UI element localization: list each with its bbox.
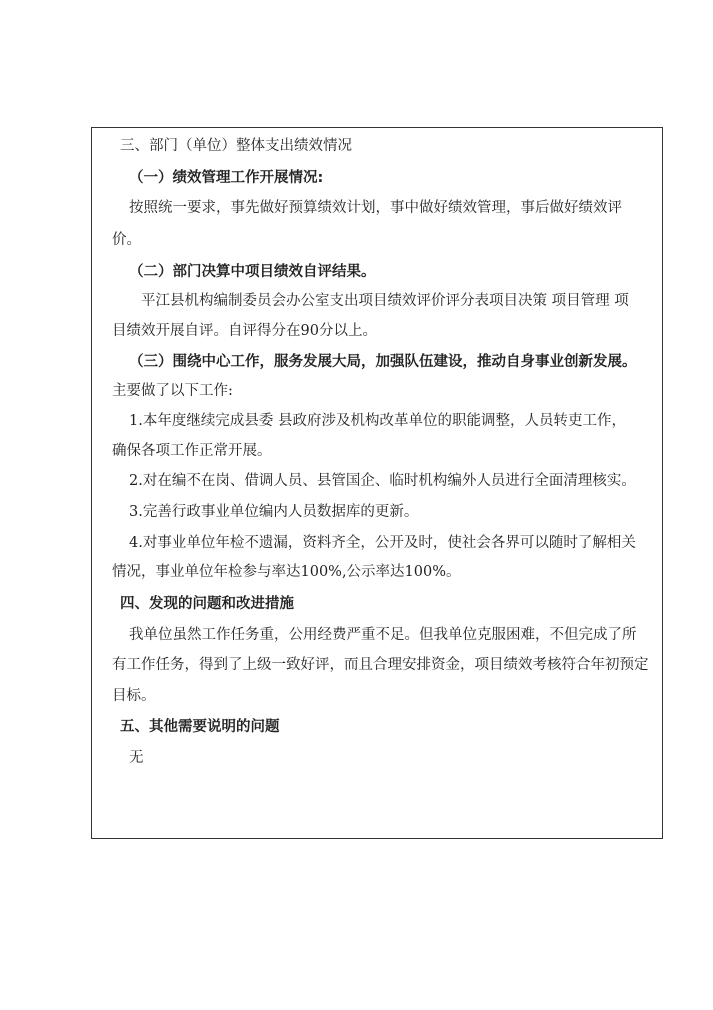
sub3-item4-line1: 4.对事业单位年检不遗漏，资料齐全，公开及时，使社会各界可以随时了解相关: [129, 535, 636, 551]
section5-title: 五、其他需要说明的问题: [120, 719, 280, 735]
sub3-item1-line2: 确保各项工作正常开展。: [112, 443, 272, 459]
sub3-intro: 主要做了以下工作:: [112, 383, 233, 399]
sub3-item2: 2.对在编不在岗、借调人员、县管国企、临时机构编外人员进行全面清理核实。: [129, 473, 636, 489]
sub3-item3: 3.完善行政事业单位编内人员数据库的更新。: [129, 504, 419, 520]
sub2-heading: （二）部门决算中项目绩效自评结果。: [129, 264, 376, 280]
sub1-heading: （一）绩效管理工作开展情况:: [129, 170, 324, 186]
sub3-heading: （三）围绕中心工作，服务发展大局，加强队伍建设，推动自身事业创新发展。: [129, 354, 637, 370]
section4-title: 四、发现的问题和改进措施: [120, 596, 294, 612]
sub2-line2: 目绩效开展自评。自评得分在90分以上。: [112, 323, 377, 339]
sub3-item4-line2: 情况，事业单位年检参与率达100%,公示率达100%。: [112, 564, 461, 580]
sub1-line2: 价。: [112, 232, 141, 248]
section4-line2: 有工作任务，得到了上级一致好评，而且合理安排资金，项目绩效考核符合年初预定: [112, 657, 649, 673]
section3-title: 三、部门（单位）整体支出绩效情况: [120, 138, 352, 154]
sub3-item1-line1: 1.本年度继续完成县委 县政府涉及机构改革单位的职能调整，人员转吏工作，: [129, 413, 626, 429]
sub1-line1: 按照统一要求，事先做好预算绩效计划，事中做好绩效管理，事后做好绩效评: [129, 200, 622, 216]
sub2-line1: 平江县机构编制委员会办公室支出项目绩效评价评分表项目决策 项目管理 项: [141, 293, 629, 309]
section5-content: 无: [129, 750, 144, 766]
section4-line1: 我单位虽然工作任务重，公用经费严重不足。但我单位克服困难，不但完成了所: [129, 627, 637, 643]
section4-line3: 目标。: [112, 688, 156, 704]
